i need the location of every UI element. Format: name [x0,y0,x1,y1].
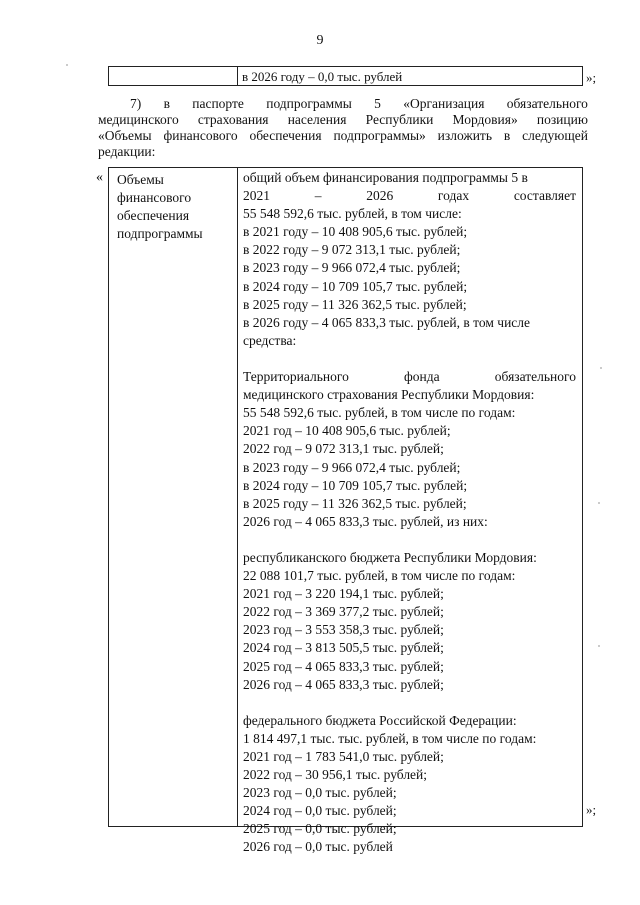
paragraph-word: Республики [365,112,434,127]
financing-text [243,169,576,857]
text-line: республиканского бюджета Республики Мордовия: [243,549,537,565]
paragraph-word: обеспечения [249,128,322,143]
scan-speck [66,64,68,66]
opening-quote: « [96,170,103,185]
column-divider [237,168,238,826]
scan-speck [598,502,600,504]
financing-table [108,167,583,855]
blank-line [243,531,576,549]
paragraph-word: населения [287,112,347,127]
text-line: в 2024 году – 10 709 105,7 тыс. рублей; [243,278,468,294]
text-line: в 2025 году – 11 326 362,5 тыс. рублей; [243,495,467,511]
blank-line [243,694,576,712]
text-line: 2026 год – 4 065 833,3 тыс. рублей, из них: [243,513,488,529]
text-line: в 2023 году – 9 966 072,4 тыс. рублей; [243,459,461,475]
paragraph-word: позицию [536,112,588,127]
closing-quote-bottom: »; [586,802,597,817]
paragraph-word: подпрограммы» [333,128,426,143]
text-line: 2022 год – 3 369 377,2 тыс. рублей; [243,604,444,620]
paragraph-word: финансового [163,128,238,143]
paragraph-word: редакции: [98,144,156,159]
text-line: 2023 год – 3 553 358,3 тыс. рублей; [243,622,444,638]
paragraph-word: паспорте [192,96,244,111]
text-line: 2021 год – 10 408 905,6 тыс. рублей; [243,423,451,439]
text-line: 22 088 101,7 тыс. рублей, в том числе по годам: [243,568,516,584]
text-line: 2022 год – 9 072 313,1 тыс. рублей; [243,441,444,457]
text-word: – [314,188,322,204]
paragraph-word: «Организация [403,96,485,111]
paragraph-line [98,144,588,160]
text-line: в 2024 году – 10 709 105,7 тыс. рублей; [243,477,468,493]
paragraph-word: изложить [437,128,492,143]
paragraph-word: медицинского [98,112,179,127]
text-word: годах [437,188,470,204]
text-line: 2024 год – 0,0 тыс. рублей; [243,803,397,819]
paragraph-word: 7) [130,96,142,111]
text-line: в 2021 году – 10 408 905,6 тыс. рублей; [243,224,468,240]
scan-speck [598,645,600,647]
text-line: 2021 год – 3 220 194,1 тыс. рублей; [243,586,444,602]
text-line: 2026 год – 0,0 тыс. рублей [243,839,393,855]
text-line: медицинского страхования Республики Мордовия: [243,387,535,403]
text-word: фонда [404,369,440,385]
text-line: в 2026 году – 4 065 833,3 тыс. рублей, в том числе [243,314,531,330]
label-line: обеспечения [117,208,190,223]
text-line: 2026 год – 4 065 833,3 тыс. рублей; [243,676,444,692]
text-line: 2025 год – 0,0 тыс. рублей; [243,821,397,837]
text-line: в 2023 году – 9 966 072,4 тыс. рублей; [243,260,461,276]
empty-label-cell [109,67,238,85]
paragraph-word: 5 [374,96,381,111]
text-line [243,187,576,205]
paragraph-line [98,112,588,128]
text-line: 2022 год – 30 956,1 тыс. рублей; [243,767,428,783]
paragraph-word: в [163,96,170,111]
scan-speck [600,367,602,369]
text-line: в 2025 году – 11 326 362,5 тыс. рублей; [243,296,467,312]
closing-quote: »; [586,70,597,85]
text-word: обязательного [494,369,576,385]
text-line: 55 548 592,6 тыс. рублей, в том числе по годам: [243,405,516,421]
blank-line [243,350,576,368]
text-line: 2025 год – 4 065 833,3 тыс. рублей; [243,658,444,674]
paragraph-word: следующей [522,128,588,143]
value-cell: в 2026 году – 0,0 тыс. рублей [242,69,403,84]
continued-table-row [108,66,583,86]
paragraph-word: страхования [197,112,269,127]
text-word: 2021 [243,188,270,204]
text-line: 2023 год – 0,0 тыс. рублей; [243,785,397,801]
text-line: 55 548 592,6 тыс. рублей, в том числе: [243,206,462,222]
text-line: 2024 год – 3 813 505,5 тыс. рублей; [243,640,444,656]
paragraph-line [98,96,588,112]
position-label [117,171,232,243]
text-word: 2026 [366,188,394,204]
text-line: общий объем финансирования подпрограммы 5 в [243,170,528,185]
label-line: подпрограммы [117,226,203,241]
paragraph-word: в [503,128,511,143]
text-line: 2021 год – 1 783 541,0 тыс. рублей; [243,749,444,764]
text-line: федерального бюджета Российской Федерации: [243,712,517,728]
text-line [243,368,576,386]
label-line: Объемы [117,172,164,187]
text-line: 1 814 497,1 тыс. тыс. рублей, в том числе по годам: [243,730,537,746]
text-word: составляет [513,188,576,204]
label-line: финансового [117,190,192,205]
text-line: в 2022 году – 9 072 313,1 тыс. рублей; [243,242,461,258]
paragraph-word: Мордовия» [452,112,518,127]
amendment-paragraph [98,96,588,160]
text-word: Территориального [243,369,349,385]
paragraph-word: обязательного [506,96,588,111]
text-line: средства: [243,332,297,348]
paragraph-word: подпрограммы [266,96,352,111]
paragraph-line [98,128,588,144]
page-number: 9 [316,33,324,48]
paragraph-word: «Объемы [98,128,152,143]
